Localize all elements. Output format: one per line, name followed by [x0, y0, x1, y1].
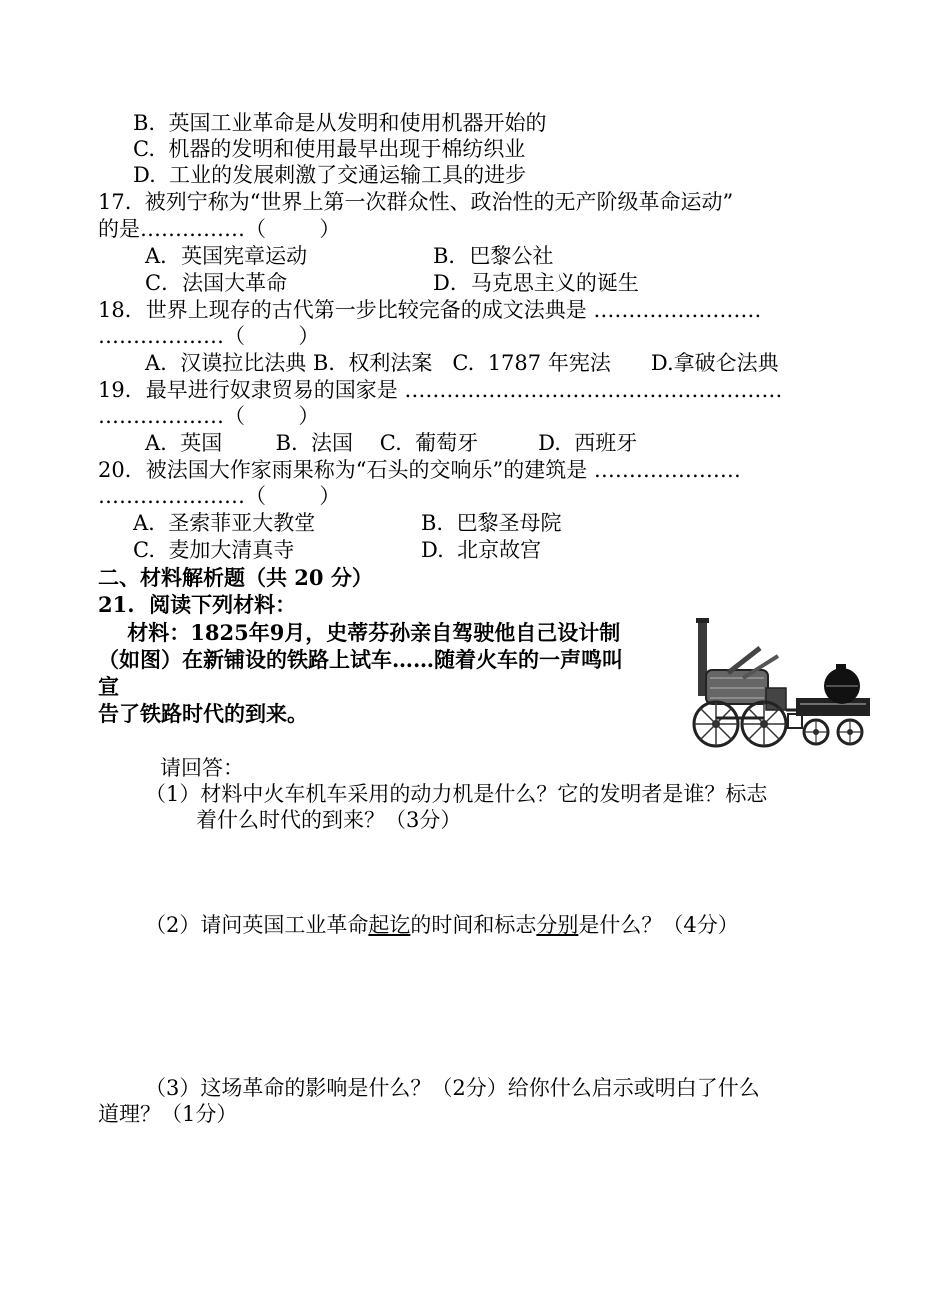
q19-stem: 19．最早进行奴隶贸易的国家是 ……………………………………………… — [98, 378, 783, 402]
q20-option-a: A. 圣索菲亚大教堂 — [133, 511, 316, 535]
q20-option-d: D. 北京故宫 — [421, 538, 542, 562]
q20-option-c: C. 麦加大清真寺 — [133, 538, 295, 562]
sub-question-2-text-end: 是什么？（4分） — [578, 913, 739, 937]
q18-stem-continued: ………………（ ） — [98, 324, 320, 348]
steam-locomotive-icon — [688, 618, 872, 750]
q16-option-d: D. 工业的发展刺激了交通运输工具的进步 — [133, 163, 527, 187]
underlined-term-qiqi: 起讫 — [368, 913, 411, 937]
q21-title: 21. 阅读下列材料： — [98, 592, 297, 617]
q17-stem-continued: 的是……………（ ） — [98, 217, 341, 241]
sub-question-1: （1）材料中火车机车采用的动力机是什么？它的发明者是谁？标志 — [145, 782, 768, 806]
q17-option-b: B．巴黎公社 — [433, 244, 554, 268]
q20-stem: 20．被法国大作家雨果称为“石头的交响乐”的建筑是 ………………… — [98, 458, 741, 482]
q20-option-b: B. 巴黎圣母院 — [421, 511, 562, 535]
q18-stem: 18．世界上现存的古代第一步比较完备的成文法典是 …………………… — [98, 298, 762, 322]
q19-stem-continued: ………………（ ） — [98, 404, 320, 428]
q18-options: A. 汉谟拉比法典 B. 权利法案 C. 1787 年宪法 D.拿破仑法典 — [145, 351, 779, 375]
q17-option-a: A．英国宪章运动 — [145, 244, 308, 268]
sub-question-2-text-mid: 的时间和标志 — [410, 913, 537, 937]
answer-prompt: 请回答： — [160, 756, 244, 780]
sub-question-2-text: （2）请问英国工业革命 — [145, 913, 369, 937]
sub-question-3: （3）这场革命的影响是什么？（2分）给你什么启示或明白了什么 — [145, 1076, 760, 1100]
section-heading: 二、材料解析题（共 20 分） — [98, 565, 373, 590]
sub-question-2 — [145, 912, 739, 938]
sub-question-1-continued: 着什么时代的到来？（3分） — [196, 808, 462, 832]
material-line-1: 材料：1825年9月，史蒂芬孙亲自驾驶他自己设计制 — [98, 620, 621, 645]
q17-stem: 17. 被列宁称为“世界上第一次群众性、政治性的无产阶级革命运动” — [98, 190, 734, 214]
q16-option-b: B. 英国工业革命是从发明和使用机器开始的 — [133, 111, 547, 135]
sub-question-3-continued: 道理？（1分） — [98, 1102, 238, 1126]
material-line-3: 宣 — [98, 674, 119, 699]
q17-option-d: D．马克思主义的诞生 — [433, 271, 639, 295]
q19-options: A. 英国 B. 法国 C. 葡萄牙 D. 西班牙 — [145, 431, 638, 455]
q17-option-c: C．法国大革命 — [145, 271, 288, 295]
material-line-2: （如图）在新铺设的铁路上试车……随着火车的一声鸣叫 — [98, 647, 623, 672]
material-line-4: 告了铁路时代的到来。 — [98, 701, 308, 726]
q20-stem-continued: …………………（ ） — [98, 484, 341, 508]
underlined-term-fenbie: 分别 — [536, 913, 579, 937]
q16-option-c: C. 机器的发明和使用最早出现于棉纺织业 — [133, 137, 526, 161]
